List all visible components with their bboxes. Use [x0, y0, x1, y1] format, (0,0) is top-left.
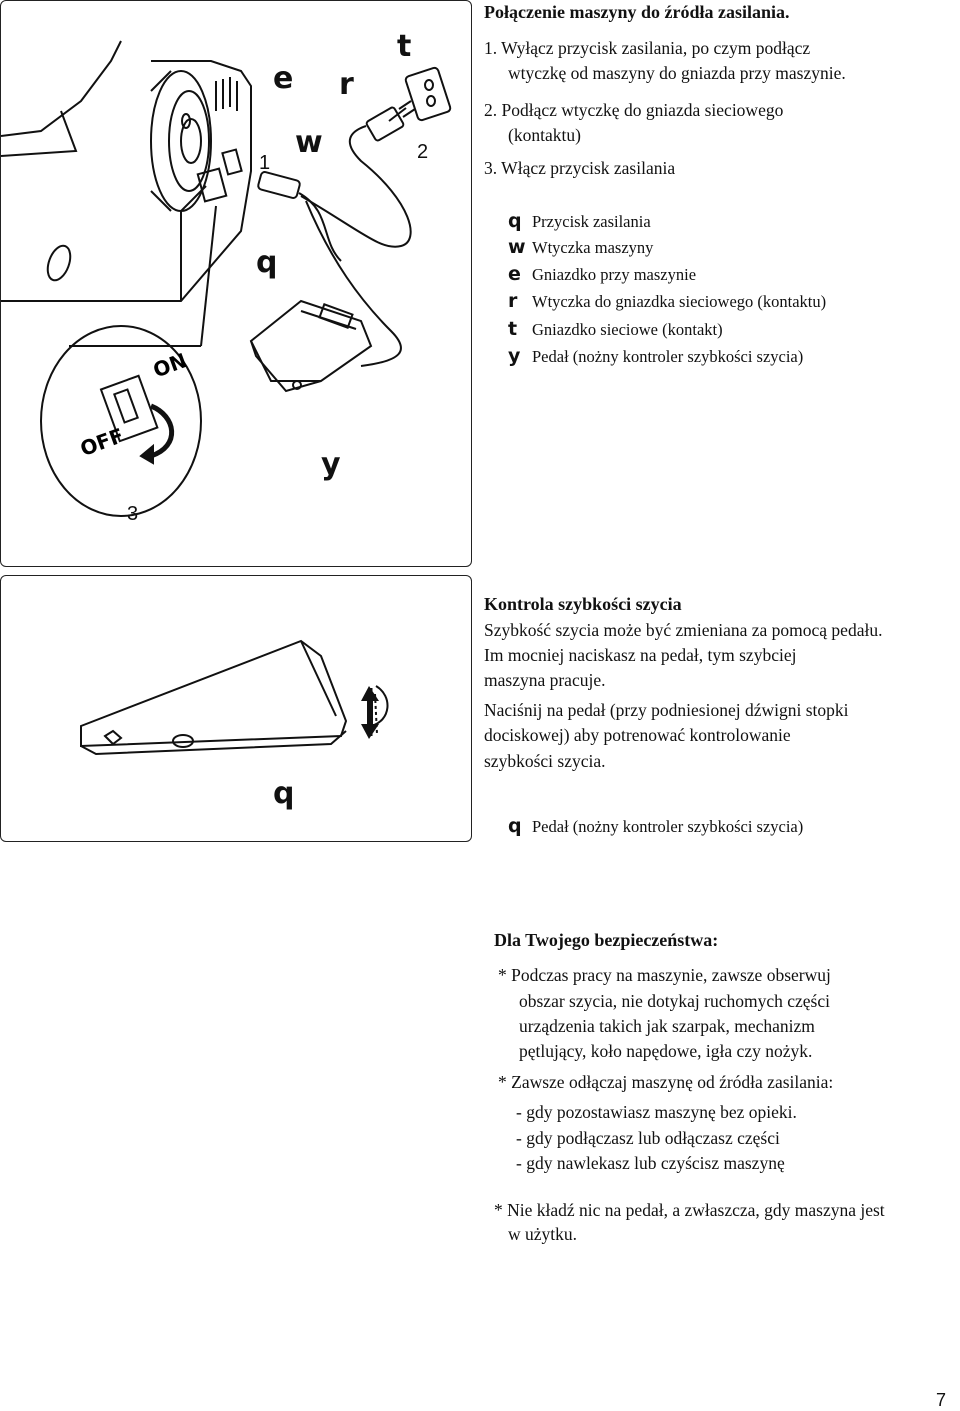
- switch-on-label: ON: [149, 348, 190, 383]
- step-number-2: 2: [417, 141, 429, 163]
- safety-subitem-1: - gdy pozostawiasz maszynę bez opieki.: [516, 1102, 797, 1122]
- legend-label: Gniazdko sieciowe (kontakt): [532, 320, 723, 339]
- legend-item-y: [508, 345, 803, 367]
- legend-key: q: [508, 815, 522, 837]
- safety-bullet-3-line-1: * Nie kładź nic na pedał, a zwłaszcza, gdy maszyna jest: [494, 1200, 885, 1220]
- safety-bullet-3-line-2: w użytku.: [508, 1224, 578, 1244]
- step-3-line: 3. Włącz przycisk zasilania: [484, 158, 676, 178]
- legend-label: Wtyczka do gniazdka sieciowego (kontaktu): [532, 292, 827, 311]
- legend-key: y: [508, 345, 521, 367]
- legend-label: Gniazdko przy maszynie: [532, 265, 697, 284]
- step-2-line-2: (kontaktu): [508, 125, 581, 145]
- speed-line-5: dociskowej) aby potrenować kontrolowanie: [484, 725, 791, 745]
- connection-illustration: [1, 1, 471, 566]
- step-2-line-1: 2. Podłącz wtyczkę do gniazda sieciowego: [484, 100, 784, 120]
- step-number-3: 3: [127, 503, 139, 525]
- figure-label-q: q: [256, 245, 278, 280]
- section-connection-heading: Połączenie maszyny do źródła zasilania.: [484, 2, 790, 22]
- safety-subitem-3: - gdy nawlekasz lub czyścisz maszynę: [516, 1153, 785, 1173]
- step-1-line-2: wtyczkę od maszyny do gniazda przy maszynie.: [508, 63, 846, 83]
- safety-bullet-2: * Zawsze odłączaj maszynę od źródła zasilania:: [498, 1072, 834, 1092]
- safety-bullet-1-line-2: obszar szycia, nie dotykaj ruchomych części: [519, 991, 830, 1011]
- legend-item-t: [508, 318, 723, 340]
- pedal-figure: [0, 575, 472, 842]
- step-number-1: 1: [259, 152, 271, 174]
- safety-bullet-1-line-1: * Podczas pracy na maszynie, zawsze obserwuj: [498, 965, 831, 985]
- pedal-label-q: q: [273, 776, 295, 811]
- speed-line-1: Szybkość szycia może być zmieniana za pomocą pedału.: [484, 620, 883, 640]
- switch-off-label: OFF: [76, 423, 127, 461]
- figure-label-t: t: [397, 29, 412, 64]
- step-1-line-1: 1. Wyłącz przycisk zasilania, po czym podłącz: [484, 38, 811, 58]
- pedal-legend-item-q: [508, 815, 803, 837]
- speed-line-2: Im mocniej naciskasz na pedał, tym szybciej: [484, 645, 797, 665]
- legend-label: Pedał (nożny kontroler szybkości szycia): [532, 817, 804, 836]
- legend-key: w: [508, 236, 526, 258]
- legend-item-q: [508, 210, 651, 232]
- page-number: 7: [935, 1390, 946, 1410]
- legend-key: r: [508, 290, 518, 312]
- figure-label-e: e: [273, 61, 294, 96]
- pedal-illustration: [1, 576, 471, 841]
- legend-label: Wtyczka maszyny: [532, 238, 654, 257]
- speed-line-3: maszyna pracuje.: [484, 670, 606, 690]
- legend-item-e: [508, 263, 696, 285]
- figure-label-w: w: [295, 125, 323, 160]
- figure-label-r: r: [339, 67, 354, 102]
- legend-item-w: [508, 236, 653, 258]
- legend-key: e: [508, 263, 521, 285]
- speed-line-6: szybkości szycia.: [484, 751, 606, 771]
- legend-key: t: [508, 318, 518, 340]
- section-speed-heading: Kontrola szybkości szycia: [484, 594, 682, 614]
- legend-label: Pedał (nożny kontroler szybkości szycia): [532, 347, 804, 366]
- legend-key: q: [508, 210, 522, 232]
- connection-figure: [0, 0, 472, 567]
- legend-label: Przycisk zasilania: [532, 212, 651, 231]
- speed-line-4: Naciśnij na pedał (przy podniesionej dźwigni stopki: [484, 700, 849, 720]
- safety-heading: Dla Twojego bezpieczeństwa:: [494, 930, 719, 950]
- safety-bullet-1-line-3: urządzenia takich jak szarpak, mechanizm: [519, 1016, 815, 1036]
- safety-bullet-1-line-4: pętlujący, koło napędowe, igła czy nożyk.: [519, 1041, 813, 1061]
- figure-label-y: y: [321, 447, 341, 482]
- safety-subitem-2: - gdy podłączasz lub odłączasz części: [516, 1128, 780, 1148]
- legend-item-r: [508, 290, 826, 312]
